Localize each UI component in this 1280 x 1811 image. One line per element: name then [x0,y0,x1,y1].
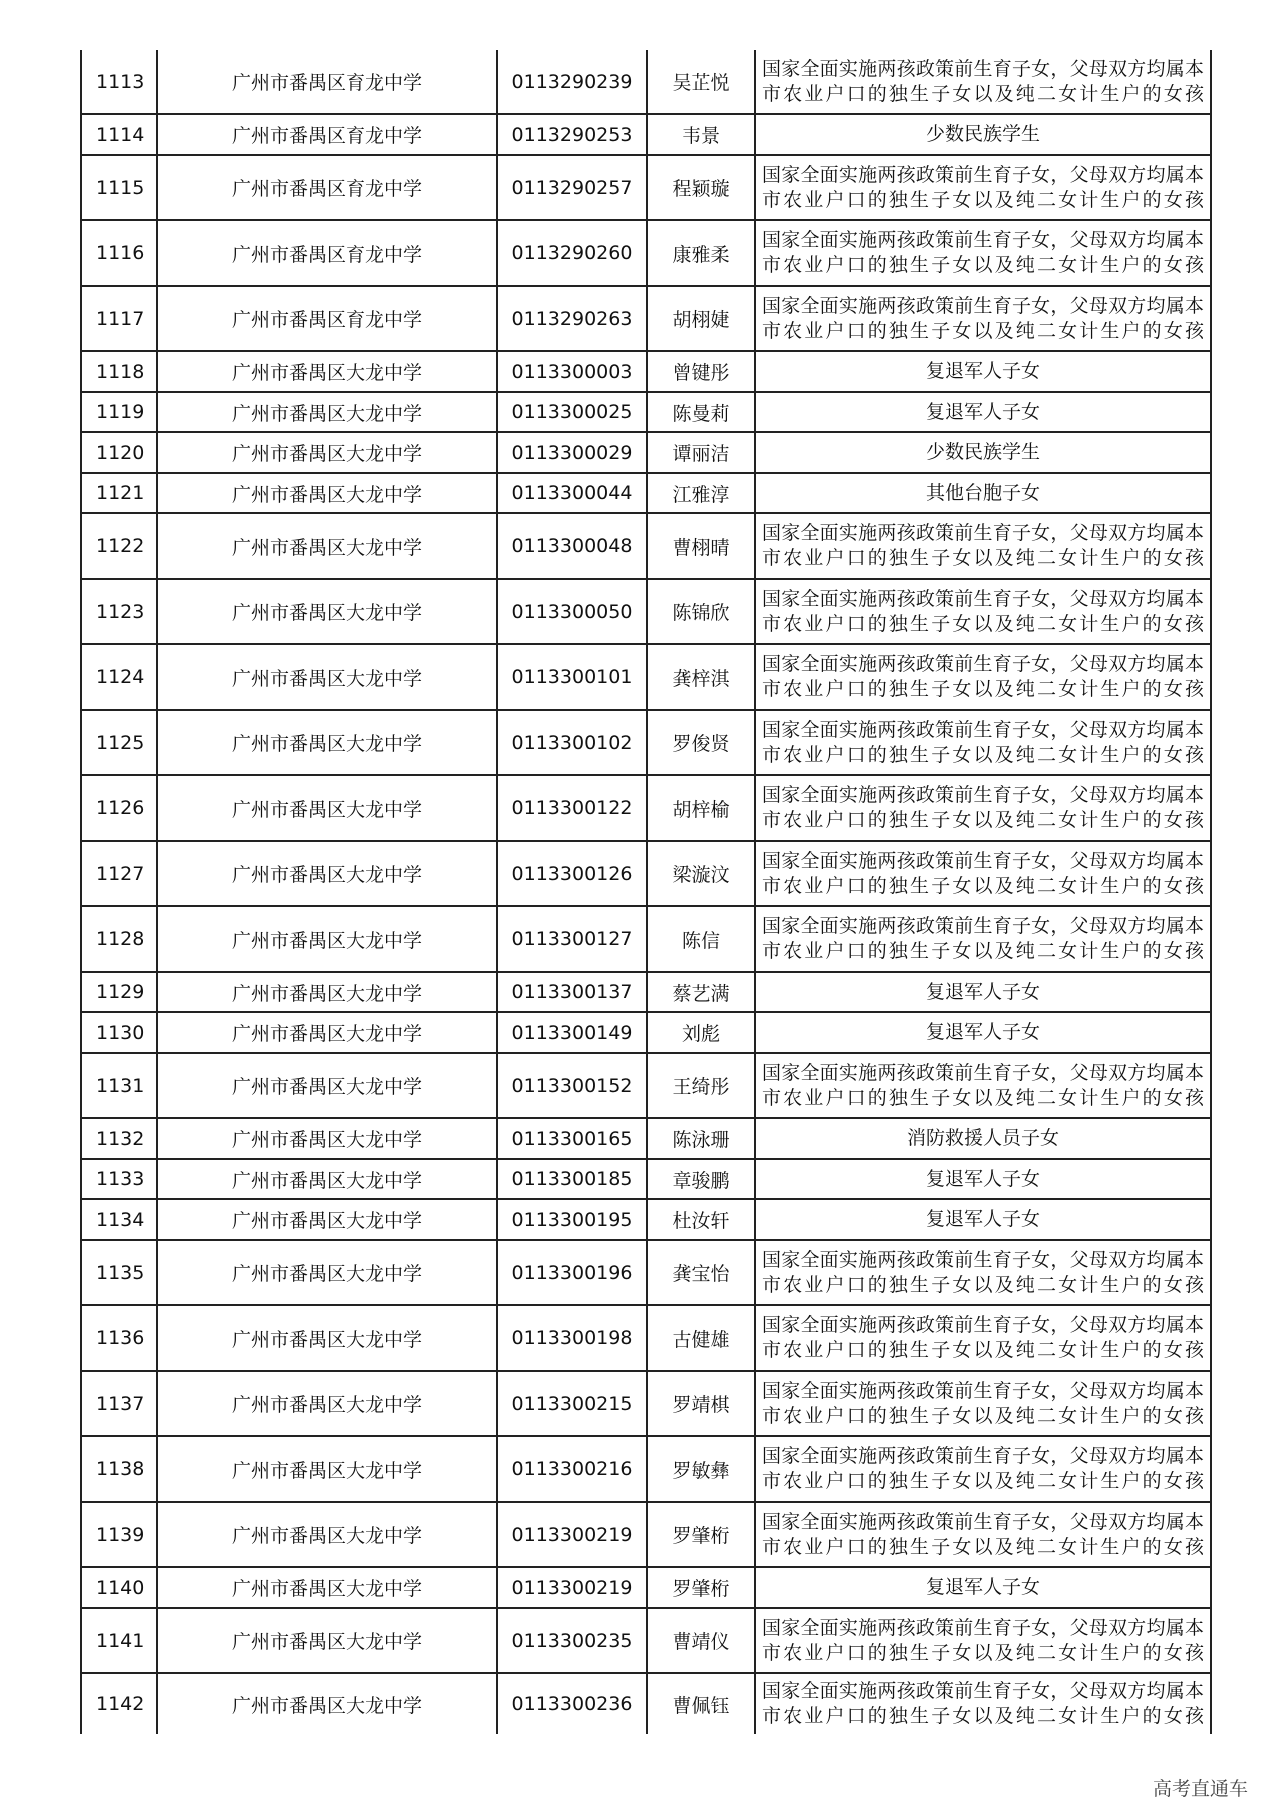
table-row [81,1305,1211,1371]
category-cell: 国家全面实施两孩政策前生育子女，父母双方均属本市农业户口的独生子女以及纯二女计生户的女孩 [755,220,1211,286]
category-cell: 国家全面实施两孩政策前生育子女，父母双方均属本市农业户口的独生子女以及纯二女计生户的女孩 [755,1436,1211,1502]
exam-id-cell: 0113300102 [497,710,647,775]
school-cell: 广州市番禺区大龙中学 [157,1371,497,1436]
exam-id-cell: 0113300165 [497,1118,647,1159]
school-cell: 广州市番禺区大龙中学 [157,1673,497,1734]
student-name-cell: 梁漩汶 [647,841,755,906]
category-cell: 少数民族学生 [755,114,1211,155]
school-cell: 广州市番禺区大龙中学 [157,579,497,644]
student-name-cell: 杜汝轩 [647,1199,755,1240]
category-cell: 国家全面实施两孩政策前生育子女，父母双方均属本市农业户口的独生子女以及纯二女计生户的女孩 [755,1502,1211,1567]
table-row [81,1502,1211,1567]
serial-number-cell: 1123 [81,579,157,644]
table-row [81,1371,1211,1436]
table-row [81,155,1211,220]
category-cell: 复退军人子女 [755,351,1211,392]
category-cell: 国家全面实施两孩政策前生育子女，父母双方均属本市农业户口的独生子女以及纯二女计生户的女孩 [755,710,1211,775]
school-cell: 广州市番禺区大龙中学 [157,1305,497,1371]
student-name-cell: 康雅柔 [647,220,755,286]
school-cell: 广州市番禺区大龙中学 [157,1567,497,1608]
exam-id-cell: 0113300216 [497,1436,647,1502]
serial-number-cell: 1131 [81,1053,157,1118]
student-name-cell: 韦景 [647,114,755,155]
serial-number-cell: 1127 [81,841,157,906]
student-name-cell: 胡栩婕 [647,286,755,351]
serial-number-cell: 1117 [81,286,157,351]
student-name-cell: 曹靖仪 [647,1608,755,1673]
serial-number-cell: 1116 [81,220,157,286]
student-name-cell: 罗靖棋 [647,1371,755,1436]
table-row [81,972,1211,1012]
student-name-cell: 江雅淳 [647,473,755,513]
exam-id-cell: 0113300137 [497,972,647,1012]
student-name-cell: 谭丽洁 [647,432,755,473]
school-cell: 广州市番禺区育龙中学 [157,155,497,220]
table-row [81,286,1211,351]
category-cell: 复退军人子女 [755,1199,1211,1240]
category-cell: 国家全面实施两孩政策前生育子女，父母双方均属本市农业户口的独生子女以及纯二女计生户的女孩 [755,906,1211,972]
school-cell: 广州市番禺区大龙中学 [157,1053,497,1118]
exam-id-cell: 0113300050 [497,579,647,644]
serial-number-cell: 1128 [81,906,157,972]
serial-number-cell: 1121 [81,473,157,513]
category-cell: 国家全面实施两孩政策前生育子女，父母双方均属本市农业户口的独生子女以及纯二女计生户的女孩 [755,579,1211,644]
school-cell: 广州市番禺区大龙中学 [157,710,497,775]
category-cell: 消防救援人员子女 [755,1118,1211,1159]
table-row [81,1436,1211,1502]
exam-id-cell: 0113290257 [497,155,647,220]
exam-id-cell: 0113300236 [497,1673,647,1734]
exam-id-cell: 0113300127 [497,906,647,972]
category-cell: 复退军人子女 [755,1567,1211,1608]
student-name-cell: 胡梓榆 [647,775,755,841]
category-cell: 复退军人子女 [755,1012,1211,1053]
category-cell: 复退军人子女 [755,972,1211,1012]
school-cell: 广州市番禺区大龙中学 [157,392,497,432]
exam-id-cell: 0113300152 [497,1053,647,1118]
serial-number-cell: 1129 [81,972,157,1012]
student-name-cell: 龚梓淇 [647,644,755,710]
school-cell: 广州市番禺区大龙中学 [157,1608,497,1673]
school-cell: 广州市番禺区大龙中学 [157,351,497,392]
student-name-cell: 陈信 [647,906,755,972]
school-cell: 广州市番禺区大龙中学 [157,1240,497,1305]
serial-number-cell: 1137 [81,1371,157,1436]
serial-number-cell: 1136 [81,1305,157,1371]
serial-number-cell: 1119 [81,392,157,432]
exam-id-cell: 0113290260 [497,220,647,286]
serial-number-cell: 1132 [81,1118,157,1159]
table-row [81,710,1211,775]
school-cell: 广州市番禺区育龙中学 [157,114,497,155]
exam-id-cell: 0113300235 [497,1608,647,1673]
exam-id-cell: 0113300029 [497,432,647,473]
table-row [81,644,1211,710]
table-row [81,114,1211,155]
exam-id-cell: 0113290253 [497,114,647,155]
serial-number-cell: 1133 [81,1159,157,1199]
exam-id-cell: 0113290239 [497,50,647,114]
exam-id-cell: 0113300219 [497,1567,647,1608]
category-cell: 国家全面实施两孩政策前生育子女，父母双方均属本市农业户口的独生子女以及纯二女计生户的女孩 [755,155,1211,220]
student-name-cell: 罗俊贤 [647,710,755,775]
student-name-cell: 刘彪 [647,1012,755,1053]
student-name-cell: 陈曼莉 [647,392,755,432]
serial-number-cell: 1138 [81,1436,157,1502]
category-cell: 国家全面实施两孩政策前生育子女，父母双方均属本市农业户口的独生子女以及纯二女计生户的女孩 [755,775,1211,841]
category-cell: 其他台胞子女 [755,473,1211,513]
serial-number-cell: 1125 [81,710,157,775]
exam-id-cell: 0113300149 [497,1012,647,1053]
category-cell: 国家全面实施两孩政策前生育子女，父母双方均属本市农业户口的独生子女以及纯二女计生户的女孩 [755,1240,1211,1305]
exam-id-cell: 0113300048 [497,513,647,579]
table-row [81,1567,1211,1608]
table-row [81,1159,1211,1199]
category-cell: 国家全面实施两孩政策前生育子女，父母双方均属本市农业户口的独生子女以及纯二女计生户的女孩 [755,1608,1211,1673]
school-cell: 广州市番禺区大龙中学 [157,1159,497,1199]
student-name-cell: 曹佩钰 [647,1673,755,1734]
exam-id-cell: 0113300003 [497,351,647,392]
category-cell: 少数民族学生 [755,432,1211,473]
exam-id-cell: 0113300219 [497,1502,647,1567]
serial-number-cell: 1122 [81,513,157,579]
school-cell: 广州市番禺区大龙中学 [157,906,497,972]
table-row [81,1240,1211,1305]
table-row [81,1673,1211,1734]
student-name-cell: 陈锦欣 [647,579,755,644]
student-name-cell: 王绮彤 [647,1053,755,1118]
exam-id-cell: 0113300196 [497,1240,647,1305]
school-cell: 广州市番禺区大龙中学 [157,1118,497,1159]
serial-number-cell: 1141 [81,1608,157,1673]
table-row [81,579,1211,644]
school-cell: 广州市番禺区大龙中学 [157,1436,497,1502]
student-name-cell: 章骏鹏 [647,1159,755,1199]
category-cell: 国家全面实施两孩政策前生育子女，父母双方均属本市农业户口的独生子女以及纯二女计生户的女孩 [755,513,1211,579]
table-row [81,1012,1211,1053]
exam-id-cell: 0113300044 [497,473,647,513]
table-row [81,775,1211,841]
exam-id-cell: 0113300198 [497,1305,647,1371]
table-row [81,50,1211,114]
serial-number-cell: 1124 [81,644,157,710]
school-cell: 广州市番禺区大龙中学 [157,841,497,906]
admission-table [80,50,1212,1734]
school-cell: 广州市番禺区大龙中学 [157,513,497,579]
table-row [81,841,1211,906]
category-cell: 国家全面实施两孩政策前生育子女，父母双方均属本市农业户口的独生子女以及纯二女计生户的女孩 [755,841,1211,906]
student-name-cell: 曹栩晴 [647,513,755,579]
student-name-cell: 罗肇桁 [647,1502,755,1567]
table-row [81,1118,1211,1159]
category-cell: 国家全面实施两孩政策前生育子女，父母双方均属本市农业户口的独生子女以及纯二女计生户的女孩 [755,1305,1211,1371]
category-cell: 国家全面实施两孩政策前生育子女，父母双方均属本市农业户口的独生子女以及纯二女计生户的女孩 [755,1371,1211,1436]
category-cell: 国家全面实施两孩政策前生育子女，父母双方均属本市农业户口的独生子女以及纯二女计生户的女孩 [755,1673,1211,1734]
category-cell: 国家全面实施两孩政策前生育子女，父母双方均属本市农业户口的独生子女以及纯二女计生户的女孩 [755,1053,1211,1118]
exam-id-cell: 0113300185 [497,1159,647,1199]
serial-number-cell: 1142 [81,1673,157,1734]
school-cell: 广州市番禺区大龙中学 [157,1502,497,1567]
serial-number-cell: 1134 [81,1199,157,1240]
student-name-cell: 曾键彤 [647,351,755,392]
category-cell: 复退军人子女 [755,392,1211,432]
school-cell: 广州市番禺区大龙中学 [157,775,497,841]
serial-number-cell: 1114 [81,114,157,155]
student-name-cell: 龚宝怡 [647,1240,755,1305]
serial-number-cell: 1140 [81,1567,157,1608]
school-cell: 广州市番禺区大龙中学 [157,644,497,710]
school-cell: 广州市番禺区育龙中学 [157,220,497,286]
exam-id-cell: 0113300025 [497,392,647,432]
exam-id-cell: 0113290263 [497,286,647,351]
table-row [81,392,1211,432]
serial-number-cell: 1126 [81,775,157,841]
school-cell: 广州市番禺区大龙中学 [157,1012,497,1053]
student-name-cell: 蔡艺满 [647,972,755,1012]
student-name-cell: 陈泳珊 [647,1118,755,1159]
table-row [81,432,1211,473]
serial-number-cell: 1139 [81,1502,157,1567]
category-cell: 国家全面实施两孩政策前生育子女，父母双方均属本市农业户口的独生子女以及纯二女计生户的女孩 [755,644,1211,710]
table-row [81,1608,1211,1673]
student-name-cell: 程颖璇 [647,155,755,220]
table-row [81,473,1211,513]
school-cell: 广州市番禺区大龙中学 [157,1199,497,1240]
serial-number-cell: 1135 [81,1240,157,1305]
table-row [81,1199,1211,1240]
exam-id-cell: 0113300195 [497,1199,647,1240]
student-name-cell: 罗肇桁 [647,1567,755,1608]
category-cell: 复退军人子女 [755,1159,1211,1199]
footer-brand: 高考直通车 [1152,1778,1248,1800]
student-name-cell: 罗敏彝 [647,1436,755,1502]
category-cell: 国家全面实施两孩政策前生育子女，父母双方均属本市农业户口的独生子女以及纯二女计生户的女孩 [755,50,1211,114]
table-row [81,513,1211,579]
table-row [81,220,1211,286]
student-name-cell: 古健雄 [647,1305,755,1371]
exam-id-cell: 0113300101 [497,644,647,710]
exam-id-cell: 0113300122 [497,775,647,841]
serial-number-cell: 1120 [81,432,157,473]
school-cell: 广州市番禺区大龙中学 [157,432,497,473]
serial-number-cell: 1118 [81,351,157,392]
serial-number-cell: 1113 [81,50,157,114]
exam-id-cell: 0113300126 [497,841,647,906]
table-row [81,1053,1211,1118]
serial-number-cell: 1115 [81,155,157,220]
school-cell: 广州市番禺区育龙中学 [157,50,497,114]
table-row [81,351,1211,392]
table-row [81,906,1211,972]
exam-id-cell: 0113300215 [497,1371,647,1436]
school-cell: 广州市番禺区大龙中学 [157,972,497,1012]
school-cell: 广州市番禺区育龙中学 [157,286,497,351]
school-cell: 广州市番禺区大龙中学 [157,473,497,513]
student-name-cell: 吴芷悦 [647,50,755,114]
category-cell: 国家全面实施两孩政策前生育子女，父母双方均属本市农业户口的独生子女以及纯二女计生户的女孩 [755,286,1211,351]
serial-number-cell: 1130 [81,1012,157,1053]
